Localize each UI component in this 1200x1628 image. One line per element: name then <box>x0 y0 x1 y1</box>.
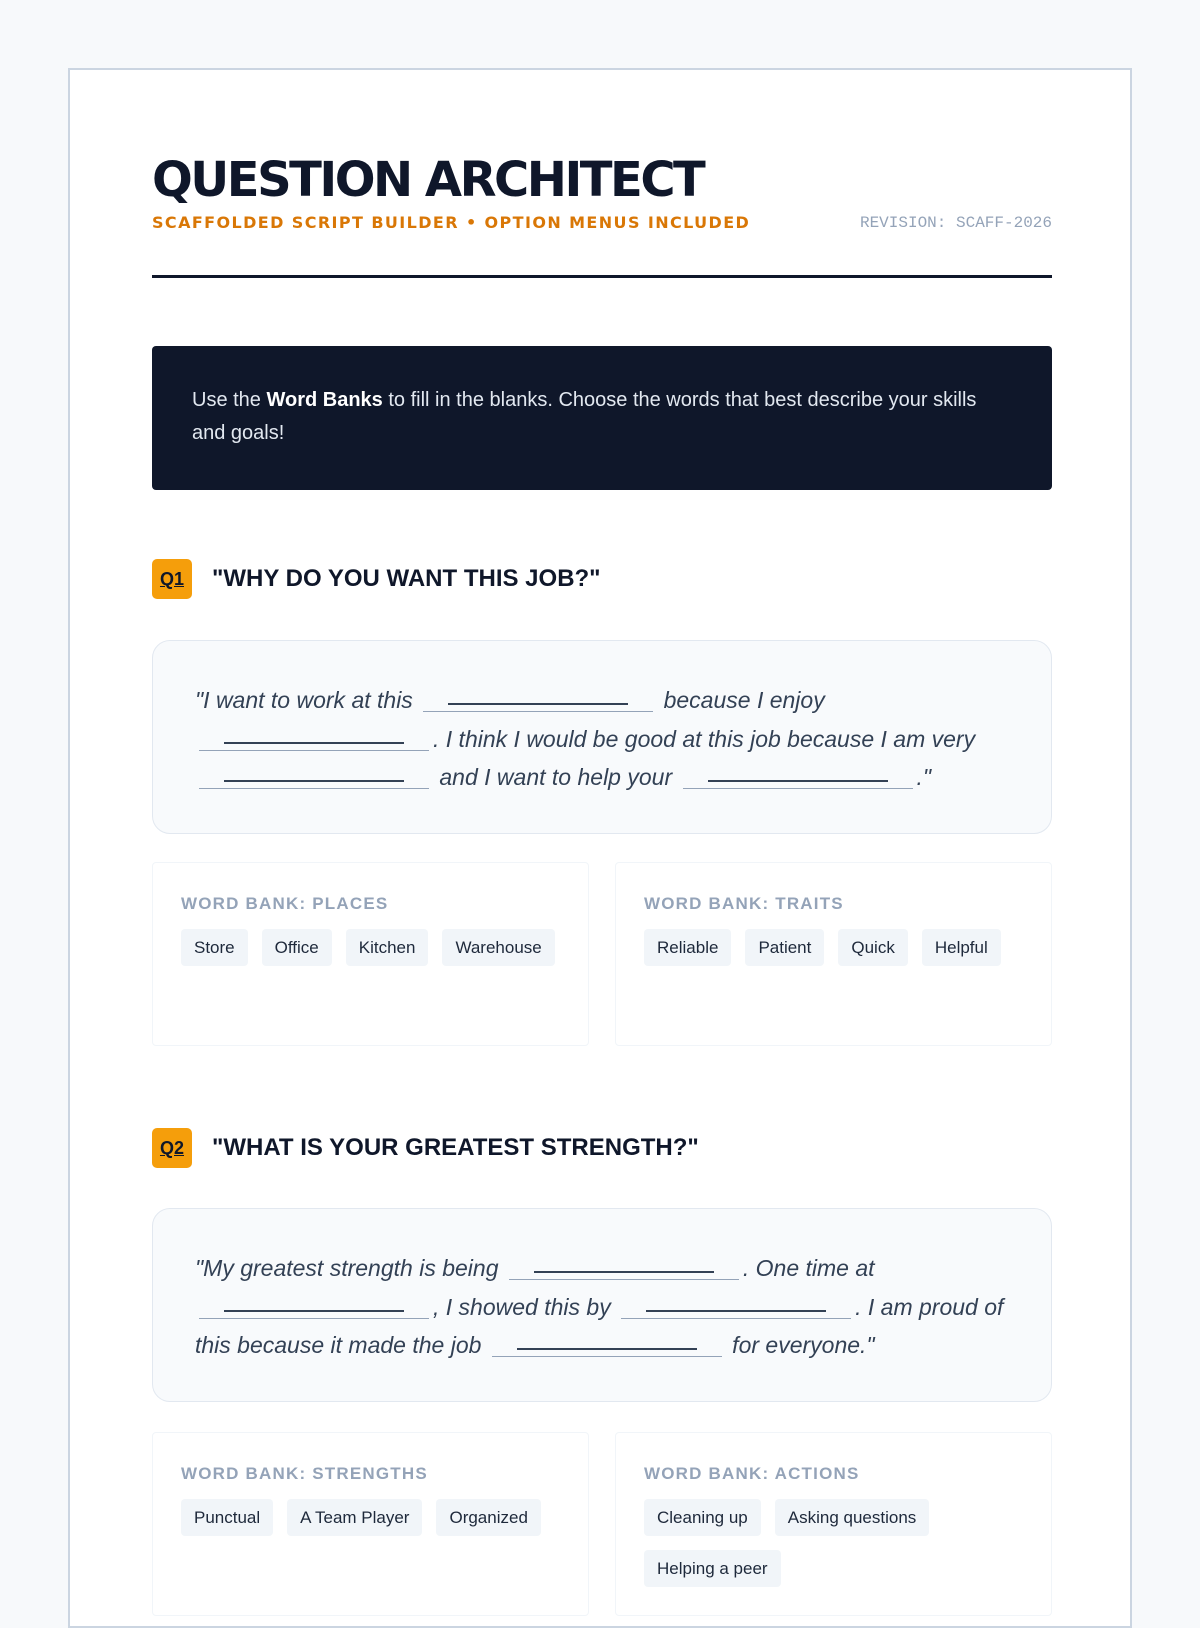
word-chip[interactable]: Office <box>262 929 332 966</box>
script-text: and I want to help your <box>433 764 679 790</box>
script-text: . I am proud of this because it made the job <box>195 1293 1004 1358</box>
word-chip[interactable]: Punctual <box>181 1499 273 1536</box>
blank-field[interactable] <box>199 724 429 751</box>
instructions-text-end: to fill in the blanks. Choose the words that best describe your skills and goals! <box>192 389 977 444</box>
word-chip[interactable]: Helpful <box>922 929 1001 966</box>
word-chip[interactable]: Asking questions <box>775 1499 930 1536</box>
word-bank-label: WORD BANK: TRAITS <box>644 894 844 913</box>
header-divider <box>152 275 1052 278</box>
word-chip[interactable]: Store <box>181 929 248 966</box>
blank-field[interactable] <box>621 1292 851 1319</box>
word-chip[interactable]: Quick <box>838 929 907 966</box>
script-text: , I showed this by <box>433 1293 618 1320</box>
word-chip-list <box>644 1499 1023 1587</box>
question-header-q1 <box>152 559 1052 599</box>
revision-code: REVISION: SCAFF-2026 <box>859 214 1052 232</box>
word-chip[interactable]: Warehouse <box>442 929 554 966</box>
word-chip-list <box>181 929 560 966</box>
script-text: because I enjoy <box>657 687 825 713</box>
word-bank-label: WORD BANK: ACTIONS <box>644 1464 860 1483</box>
word-chip-list <box>644 929 1023 966</box>
word-chip[interactable]: A Team Player <box>287 1499 422 1536</box>
blank-field[interactable] <box>492 1330 722 1357</box>
page-title: QUESTION ARCHITECT <box>152 152 704 208</box>
word-chip[interactable]: Patient <box>745 929 824 966</box>
worksheet-page <box>68 68 1132 1628</box>
word-chip[interactable]: Organized <box>436 1499 540 1536</box>
blank-field[interactable] <box>683 762 913 789</box>
word-chip[interactable]: Kitchen <box>346 929 429 966</box>
question-title: "WHAT IS YOUR GREATEST STRENGTH?" <box>212 1134 699 1161</box>
word-bank-places <box>152 862 589 1046</box>
word-bank-label: WORD BANK: PLACES <box>181 894 389 913</box>
script-text: . One time at <box>742 1255 875 1281</box>
word-chip[interactable]: Cleaning up <box>644 1499 761 1536</box>
blank-field[interactable] <box>199 762 429 789</box>
blank-field[interactable] <box>199 1292 429 1319</box>
script-text: "My greatest strength is being <box>195 1255 505 1281</box>
question-badge: Q1 <box>152 559 192 599</box>
script-box-q1 <box>152 640 1052 834</box>
word-bank-strengths <box>152 1432 589 1616</box>
word-chip-list <box>181 1499 560 1536</box>
blank-field[interactable] <box>423 685 653 712</box>
question-header-q2 <box>152 1128 1052 1168</box>
word-chip[interactable]: Reliable <box>644 929 731 966</box>
instructions-text-start: Use the <box>192 389 267 411</box>
script-text: "I want to work at this <box>195 687 420 713</box>
script-text: for everyone." <box>725 1332 875 1358</box>
page-subtitle: SCAFFOLDED SCRIPT BUILDER • OPTION MENUS INCLUDED <box>152 213 751 232</box>
script-box-q2 <box>152 1208 1052 1402</box>
instructions-banner <box>152 346 1052 490</box>
word-bank-label: WORD BANK: STRENGTHS <box>181 1464 428 1483</box>
script-text: . I think I would be good at this job because I am very <box>433 725 976 752</box>
word-bank-actions <box>615 1432 1052 1616</box>
question-badge: Q2 <box>152 1128 192 1168</box>
blank-field[interactable] <box>509 1253 739 1280</box>
script-text: ." <box>916 764 932 790</box>
question-title: "WHY DO YOU WANT THIS JOB?" <box>212 565 601 592</box>
word-bank-traits <box>615 862 1052 1046</box>
instructions-highlight: Word Banks <box>266 389 383 411</box>
word-chip[interactable]: Helping a peer <box>644 1550 781 1587</box>
